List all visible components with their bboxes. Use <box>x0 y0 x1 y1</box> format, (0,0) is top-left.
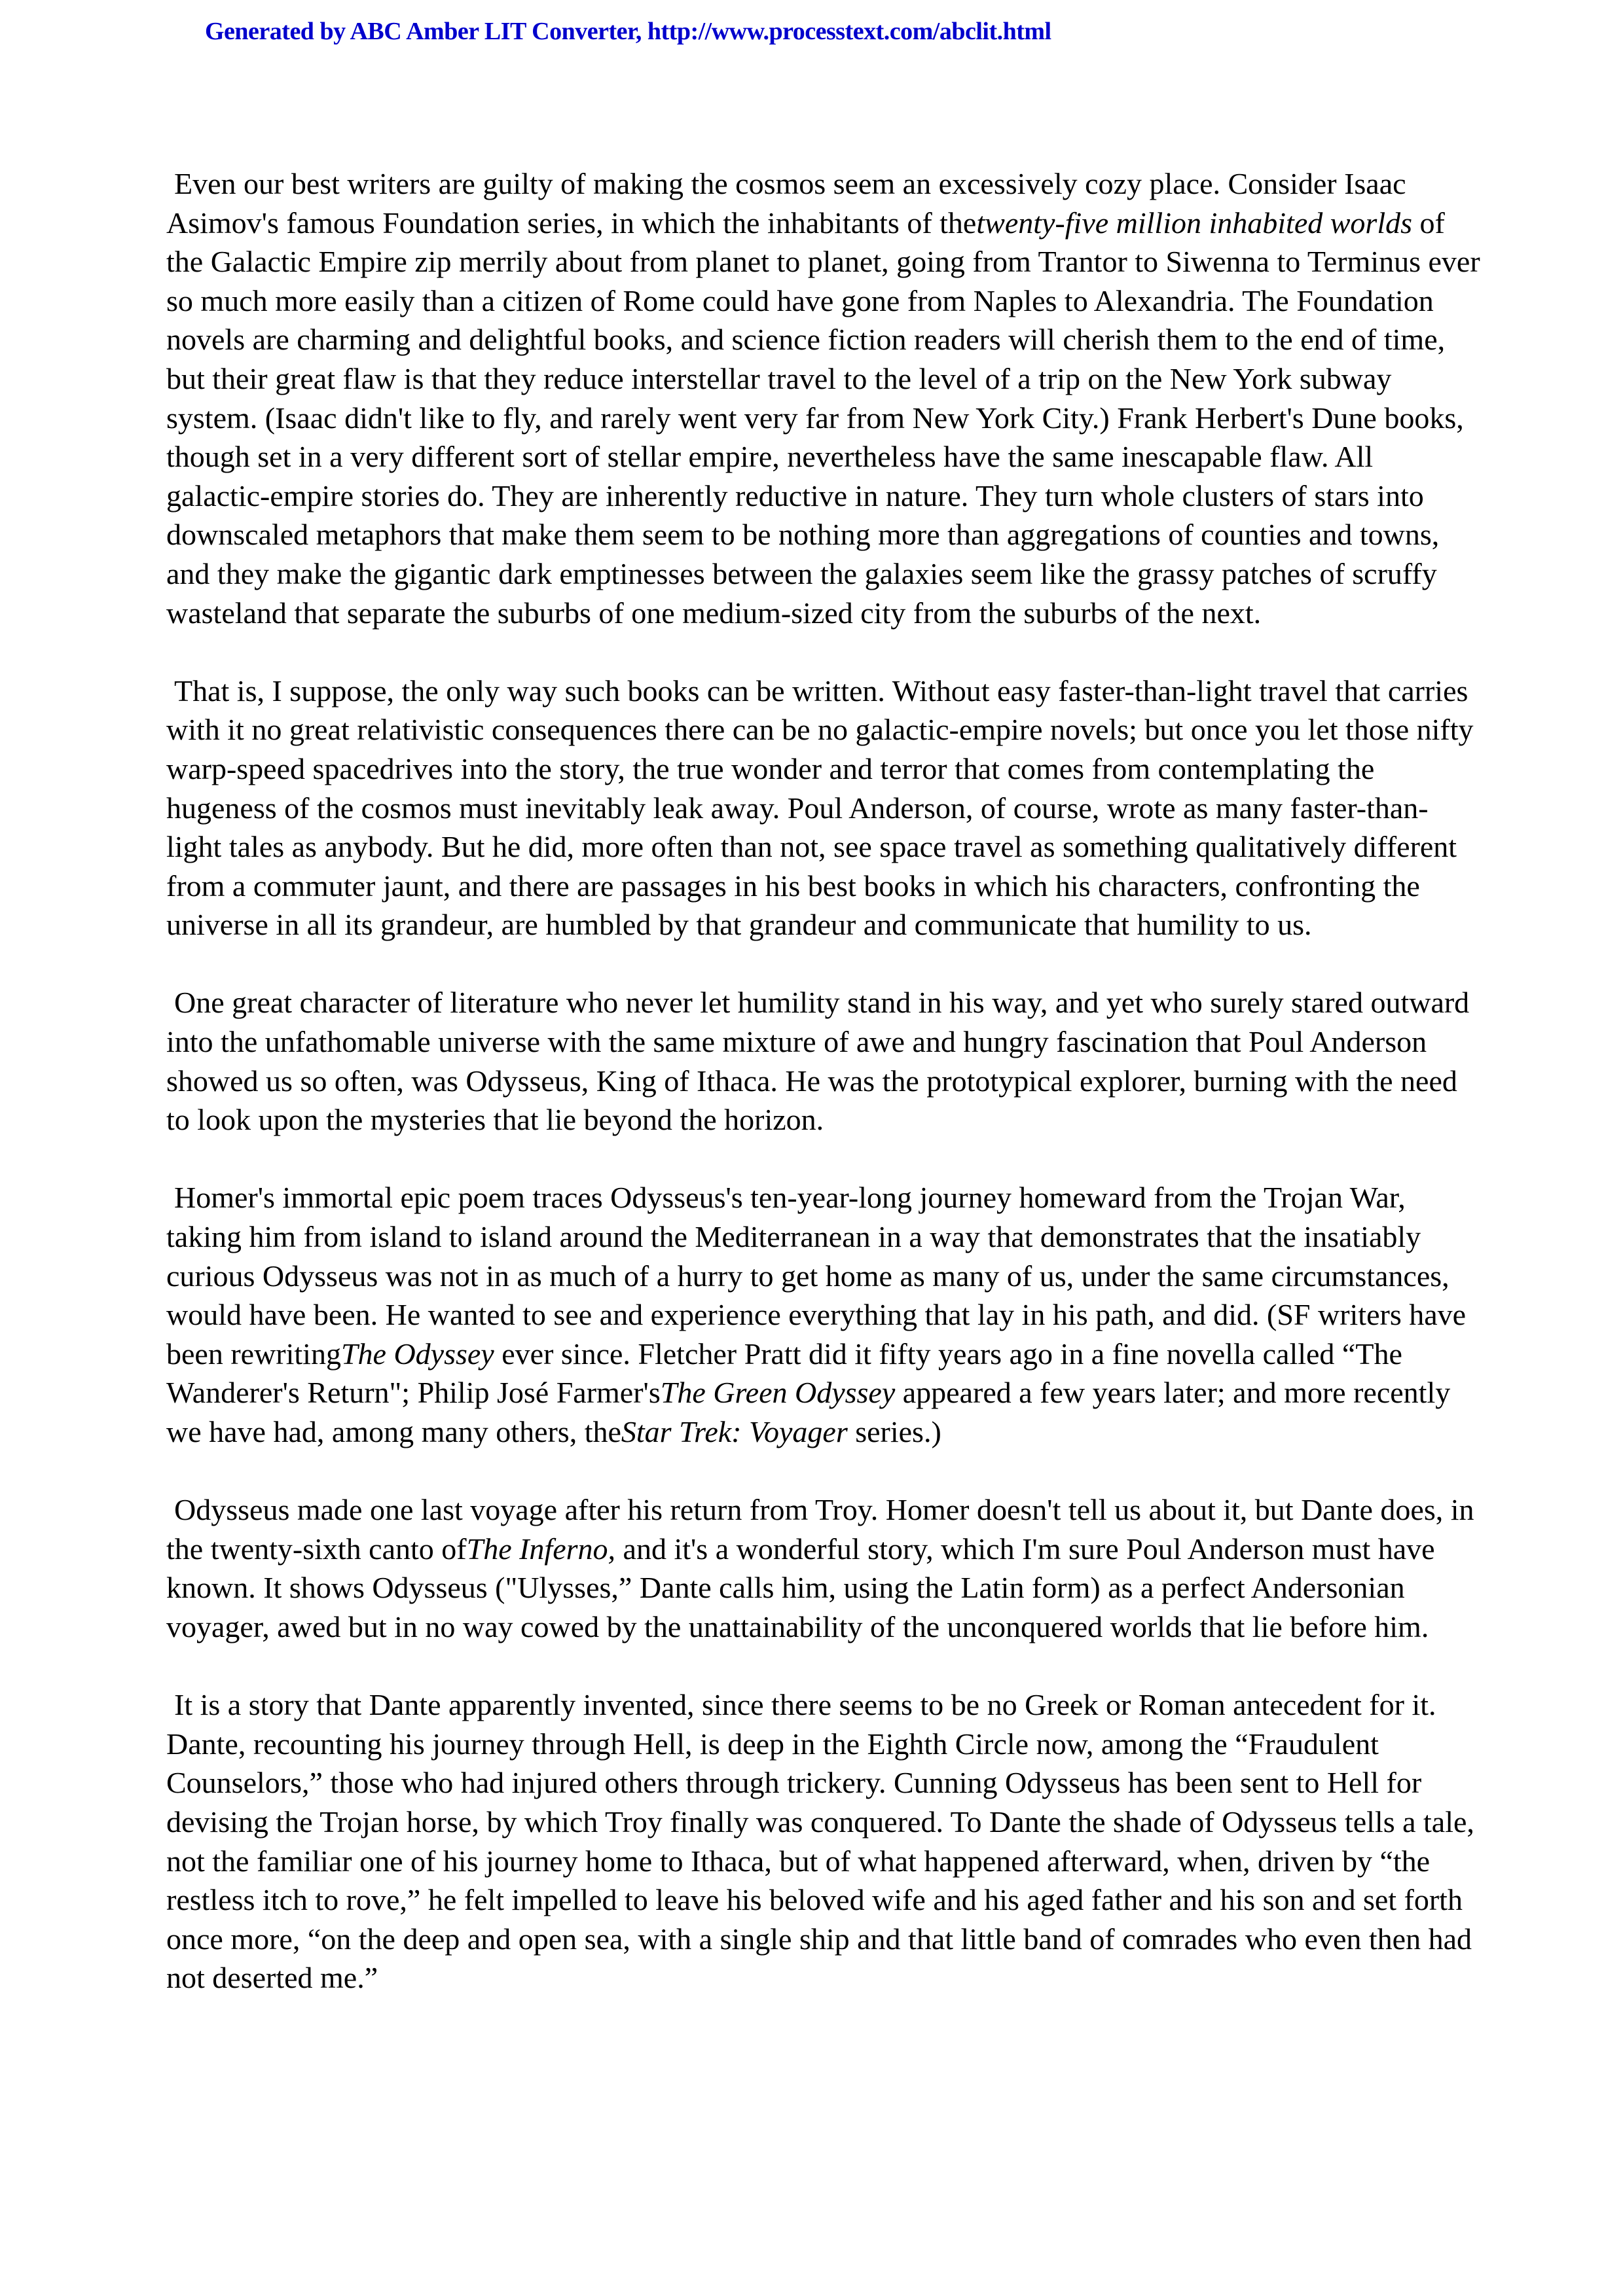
paragraph-1 <box>166 164 1482 632</box>
paragraph-2: That is, I suppose, the only way such books can be written. Without easy faster-than-light travel that carries with it no great relativistic consequences there can be no galactic-empire novels; but once you let those nifty warp-speed spacedrives into the story, the true wonder and terror that comes from contemplating the hugeness of the cosmos must inevitably leak away. Poul Anderson, of course, wrote as many faster-than-light tales as anybody. But he did, more often than not, see space travel as something qualitatively different from a commuter jaunt, and there are passages in his best books in which his characters, confronting the universe in all its grandeur, are humbled by that grandeur and communicate that humility to us. <box>166 673 1474 942</box>
paragraph-4-text-d: series.) <box>847 1415 941 1448</box>
paragraph-4-text-b: ever since. Fletcher Pratt did it fifty years ago in a fine novella called “The Wanderer's Return"; Philip José Farmer's <box>166 1336 1402 1410</box>
paragraph-1-text-b: of the Galactic Empire zip merrily about from planet to planet, going from Trantor to Siwenna to Terminus ever so much more easily than a citizen of Rome could have gone from Naples to Alexandria. The Foundation novels are charming and delightful books, and science fiction readers will cherish them to the end of time, but their great flaw is that they reduce interstellar travel to the level of a trip on the New York subway system. (Isaac didn't like to fly, and rarely went very far from New York City.) Frank Herbert's Dune books, though set in a very different sort of stellar empire, nevertheless have the same inescapable flaw. All galactic-empire stories do. They are inherently reductive in nature. They turn whole clusters of stars into downscaled metaphors that make them seem to be nothing more than aggregations of counties and towns, and they make the gigantic dark emptinesses between the galaxies seem like the grassy patches of scruffy wasteland that separate the suburbs of one medium-sized city from the suburbs of the next. <box>166 206 1480 630</box>
paragraph-5-text-b: and it's a wonderful story, which I'm sure Poul Anderson must have known. It shows Odysseus ("Ulysses,” Dante calls him, using the Latin form) as a perfect Andersonian voyager, awed but in no way cowed by the unattainability of the unconquered worlds that lie before him. <box>166 1532 1435 1643</box>
paragraph-4-italic-odyssey: The Odyssey <box>340 1336 494 1371</box>
paragraph-6: It is a story that Dante apparently invented, since there seems to be no Greek or Roman antecedent for it. Dante, recounting his journey through Hell, is deep in the Eighth Circle now, among the “Fraudulent Counselors,” those who had injured others through trickery. Cunning Odysseus has been sent to Hell for devising the Trojan horse, by which Troy finally was conquered. To Dante the shade of Odysseus tells a tale, not the familiar one of his journey home to Ithaca, but of what happened afterward, when, driven by “the restless itch to rove,” he felt impelled to leave his beloved wife and his aged father and his son and set forth once more, “on the deep and open sea, with a single ship and that little band of comrades who even then had not deserted me.” <box>166 1688 1474 1995</box>
paragraph-4-italic-green-odyssey: The Green Odyssey <box>660 1376 896 1410</box>
paragraph-3: One great character of literature who never let humility stand in his way, and yet who surely stared outward into the unfathomable universe with the same mixture of awe and hungry fascination that Poul Anderson showed us so often, was Odysseus, King of Ithaca. He was the prototypical explorer, burning with the need to look upon the mysteries that lie beyond the horizon. <box>166 986 1470 1137</box>
converter-header-link[interactable]: Generated by ABC Amber LIT Converter, http://www.processtext.com/abclit.html <box>205 18 1051 45</box>
paragraph-4-italic-star-trek: Star Trek: Voyager <box>621 1415 848 1448</box>
paragraph-1-text-a: Even our best writers are guilty of making the cosmos seem an excessively cozy place. Consider Isaac Asimov's famous Foundation series, in which the inhabitants of the <box>166 167 1406 240</box>
paragraph-5-italic-inferno: The Inferno, <box>466 1532 616 1566</box>
paragraph-4-text-c: appeared a few years later; and more recently we have had, among many others, the <box>166 1376 1451 1448</box>
paragraph-5-text-a: Odysseus made one last voyage after his return from Troy. Homer doesn't tell us about it, but Dante does, in the twenty-sixth canto of <box>166 1493 1474 1566</box>
paragraph-5 <box>166 1490 1482 1646</box>
document-body <box>166 164 1482 2037</box>
paragraph-4 <box>166 1178 1482 1451</box>
paragraph-4-text-a: Homer's immortal epic poem traces Odysseus's ten-year-long journey homeward from the Trojan War, taking him from island to island around the Mediterranean in a way that demonstrates that the insatiably curious Odysseus was not in as much of a hurry to get home as many of us, under the same circumstances, would have been. He wanted to see and experience everything that lay in his path, and did. (SF writers have been rewriting <box>166 1181 1467 1371</box>
paragraph-1-italic: twenty-five million inhabited worlds <box>976 206 1413 240</box>
